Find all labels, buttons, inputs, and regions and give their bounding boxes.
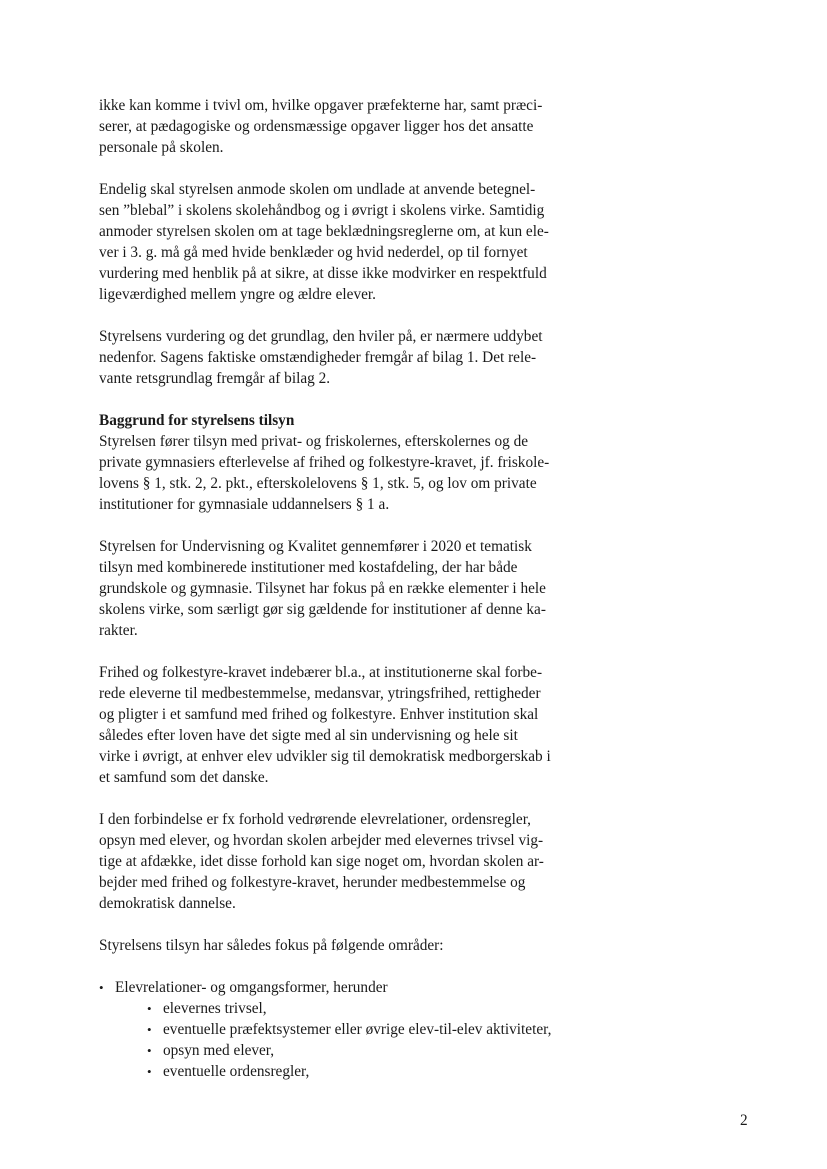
text-line: ikke kan komme i tvivl om, hvilke opgaver præfekterne har, samt præci-: [99, 97, 543, 114]
paragraph: [99, 179, 589, 305]
text-line: serer, at pædagogiske og ordensmæssige opgaver ligger hos det ansatte: [99, 118, 534, 135]
text-line: anmoder styrelsen skolen om at tage beklædningsreglerne om, at kun ele-: [99, 223, 549, 240]
section-paragraph: [99, 410, 589, 515]
sub-list-item: [99, 1040, 589, 1061]
text-line: således efter loven have det sigte med al sin undervisning og hele sit: [99, 727, 518, 744]
text-line: tige at afdække, idet disse forhold kan sige noget om, hvordan skolen ar-: [99, 853, 544, 870]
text-line: ver i 3. g. må gå med hvide benklæder og hvid nederdel, op til fornyet: [99, 244, 528, 261]
sub-list-item: [99, 1061, 589, 1082]
paragraph: [99, 662, 589, 788]
text-line: opsyn med elever, og hvordan skolen arbejder med elevernes trivsel vig-: [99, 832, 544, 849]
bullet-icon: •: [147, 1064, 152, 1079]
text-line: Styrelsen fører tilsyn med privat- og friskolernes, efterskolernes og de: [99, 433, 529, 450]
list-item-text: Elevrelationer- og omgangsformer, herunder: [115, 979, 388, 996]
sub-list-item: [99, 1019, 589, 1040]
text-line: lovens § 1, stk. 2, 2. pkt., efterskolelovens § 1, stk. 5, og lov om private: [99, 475, 537, 492]
text-line: Styrelsens tilsyn har således fokus på følgende områder:: [99, 937, 444, 954]
text-line: demokratisk dannelse.: [99, 895, 236, 912]
list-item-text: eventuelle ordensregler,: [163, 1063, 310, 1080]
text-line: bejder med frihed og folkestyre-kravet, herunder medbestemmelse og: [99, 874, 526, 891]
focus-areas-list: [99, 977, 589, 1082]
text-line: sen ”blebal” i skolens skolehåndbog og i øvrigt i skolens virke. Samtidig: [99, 202, 545, 219]
document-body: [99, 95, 589, 1082]
text-line: rede eleverne til medbestemmelse, medansvar, ytringsfrihed, rettigheder: [99, 685, 541, 702]
list-item: [99, 977, 589, 998]
list-item-text: eventuelle præfektsystemer eller øvrige elev-til-elev aktiviteter,: [163, 1021, 552, 1038]
text-line: grundskole og gymnasie. Tilsynet har fokus på en række elementer i hele: [99, 580, 546, 597]
text-line: nedenfor. Sagens faktiske omstændigheder fremgår af bilag 1. Det rele-: [99, 349, 537, 366]
bullet-icon: •: [147, 1001, 152, 1016]
text-line: rakter.: [99, 622, 138, 639]
text-line: tilsyn med kombinerede institutioner med kostafdeling, der har både: [99, 559, 518, 576]
text-line: skolens virke, som særligt gør sig gældende for institutioner af denne ka-: [99, 601, 546, 618]
paragraph: [99, 536, 589, 641]
text-line: vurdering med henblik på at sikre, at disse ikke modvirker en respektfuld: [99, 265, 547, 282]
bullet-icon: •: [147, 1022, 152, 1037]
list-item-text: opsyn med elever,: [163, 1042, 275, 1059]
section-heading: Baggrund for styrelsens tilsyn: [99, 412, 295, 429]
text-line: Endelig skal styrelsen anmode skolen om undlade at anvende betegnel-: [99, 181, 536, 198]
text-line: Frihed og folkestyre-kravet indebærer bl.a., at institutionerne skal forbe-: [99, 664, 543, 681]
text-line: vante retsgrundlag fremgår af bilag 2.: [99, 370, 331, 387]
bullet-icon: •: [147, 1043, 152, 1058]
sub-list-item: [99, 998, 589, 1019]
paragraph: [99, 935, 589, 956]
text-line: virke i øvrigt, at enhver elev udvikler sig til demokratisk medborgerskab i: [99, 748, 551, 765]
text-line: et samfund som det danske.: [99, 769, 269, 786]
paragraph: [99, 95, 589, 158]
text-line: ligeværdighed mellem yngre og ældre elever.: [99, 286, 376, 303]
text-line: personale på skolen.: [99, 139, 224, 156]
list-item-text: elevernes trivsel,: [163, 1000, 267, 1017]
page-number: 2: [740, 1112, 748, 1129]
text-line: Styrelsens vurdering og det grundlag, den hviler på, er nærmere uddybet: [99, 328, 543, 345]
text-line: I den forbindelse er fx forhold vedrørende elevrelationer, ordensregler,: [99, 811, 531, 828]
text-line: Styrelsen for Undervisning og Kvalitet gennemfører i 2020 et tematisk: [99, 538, 532, 555]
paragraph: [99, 809, 589, 914]
text-line: institutioner for gymnasiale uddannelsers § 1 a.: [99, 496, 390, 513]
text-line: og pligter i et samfund med frihed og folkestyre. Enhver institution skal: [99, 706, 539, 723]
paragraph: [99, 326, 589, 389]
text-line: private gymnasiers efterlevelse af frihed og folkestyre-kravet, jf. friskole-: [99, 454, 550, 471]
bullet-icon: •: [99, 980, 104, 995]
